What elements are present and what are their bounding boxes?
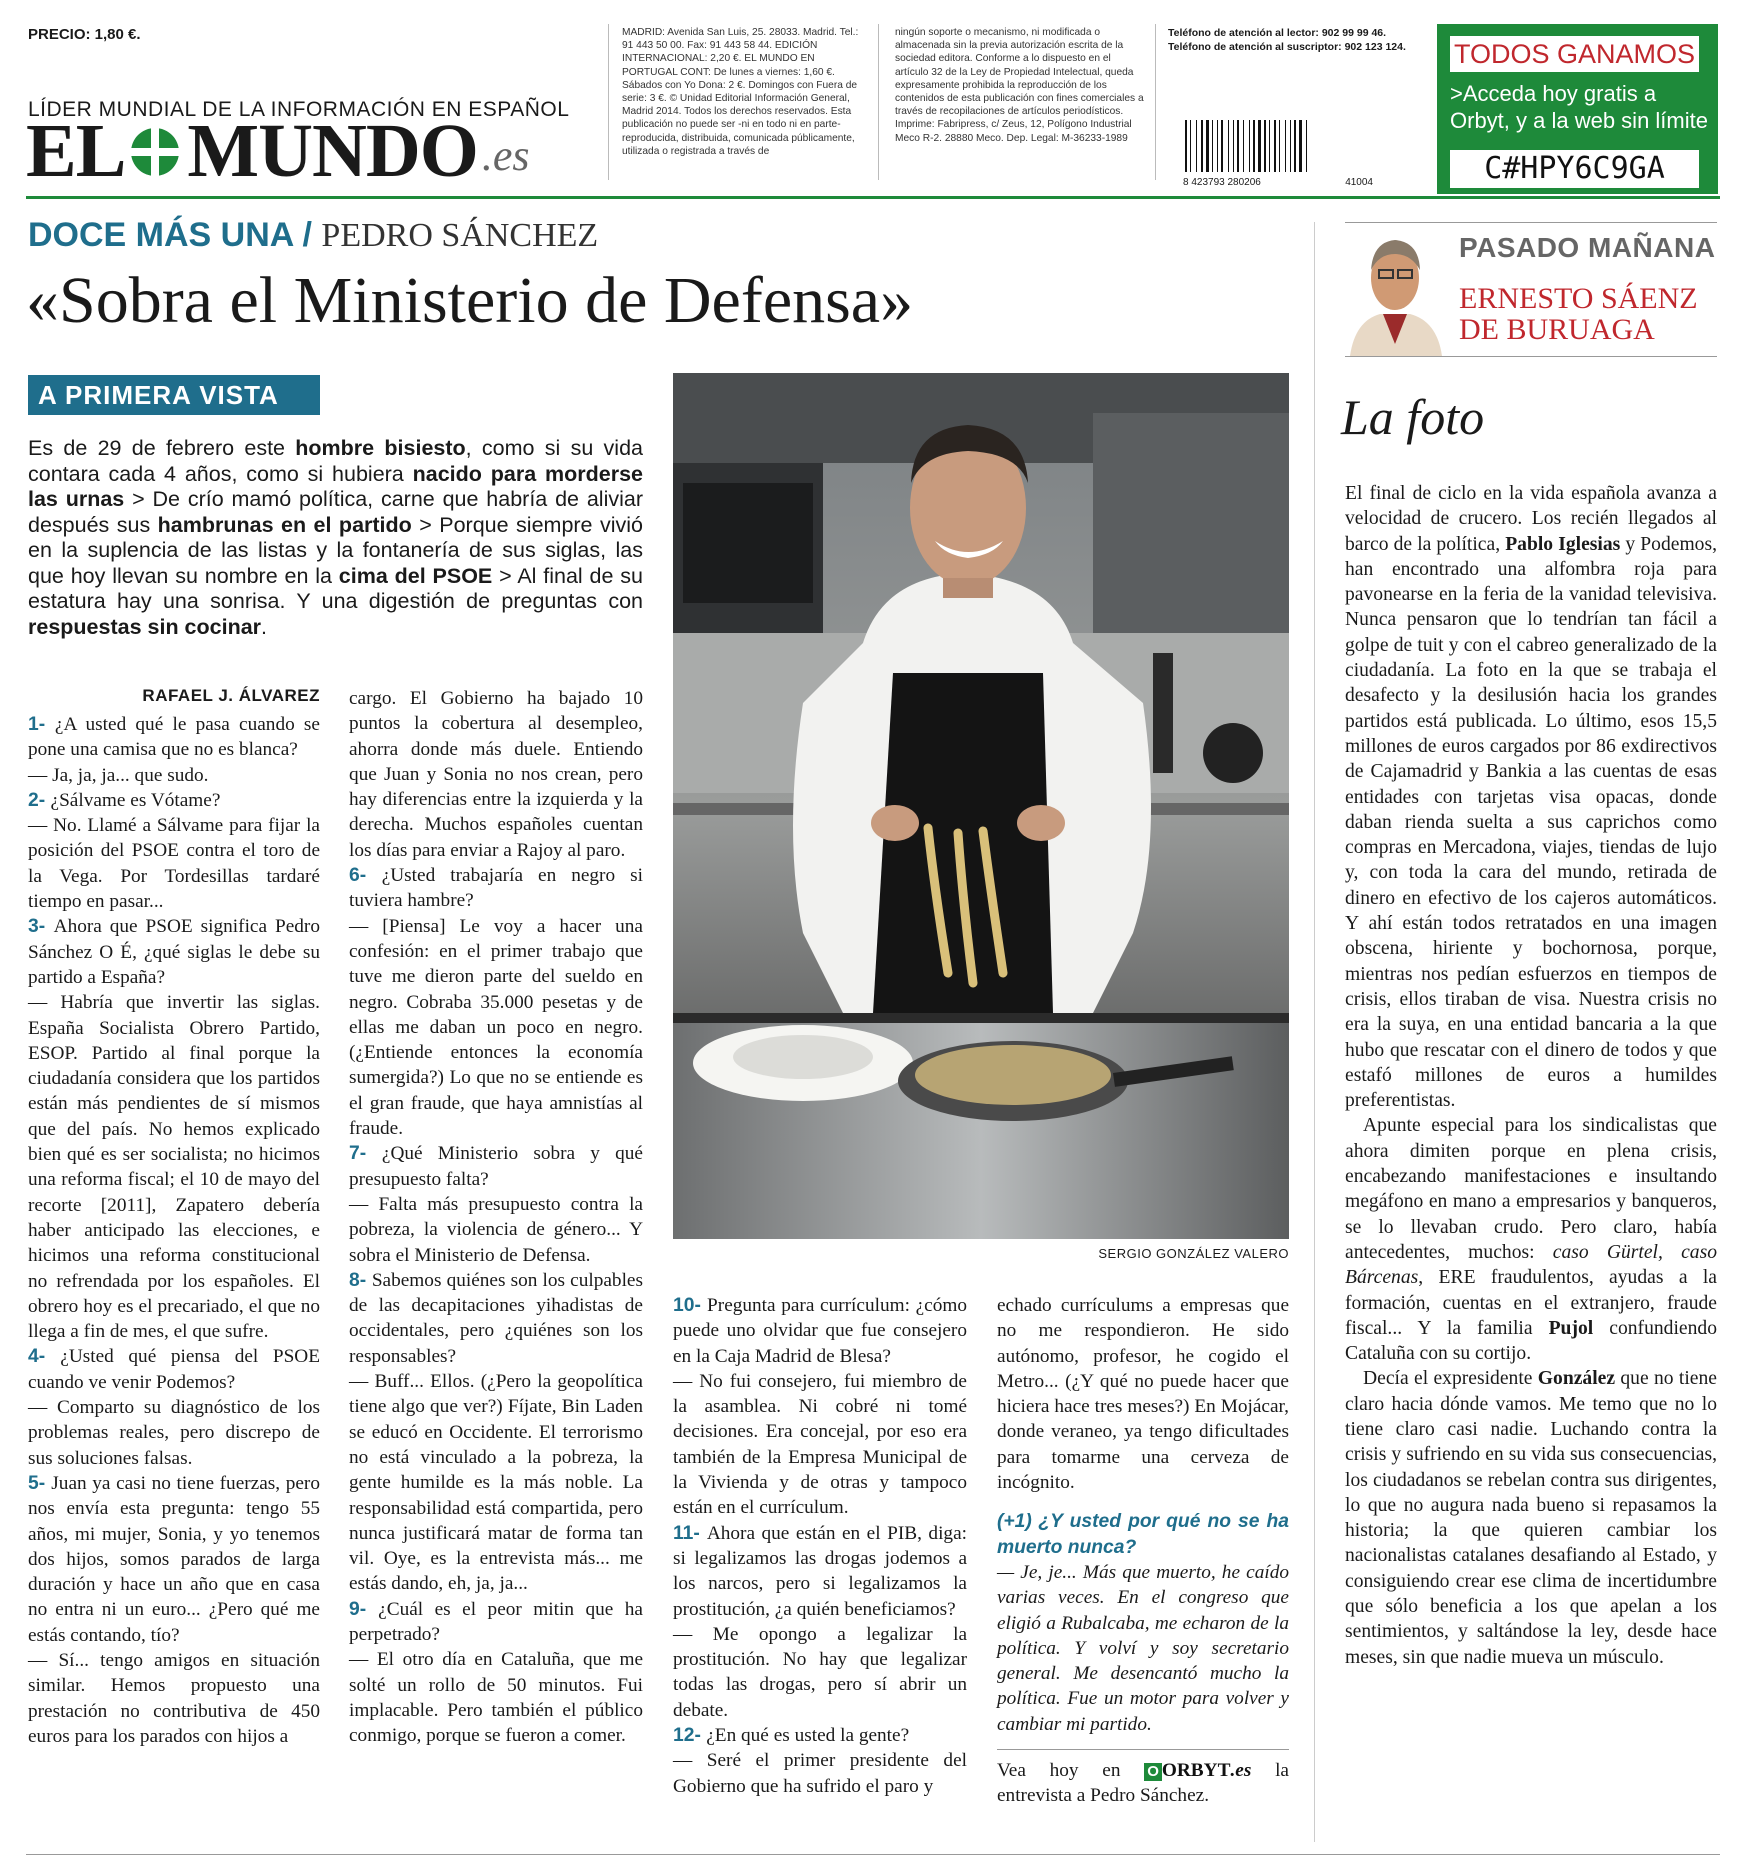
- question-number: 1-: [28, 714, 55, 735]
- bonus-question-text: ¿Y usted por qué no se ha muerto nunca?: [997, 1511, 1289, 1558]
- question-number: 7-: [349, 1143, 382, 1165]
- barcode-bar: [1217, 120, 1218, 172]
- answer: — Sí... tengo amigos en situación similar. Hemos propuesto una prestación no contributiva de 450 euros para los parados con hijos a: [28, 1649, 320, 1747]
- barcode-bar: [1221, 120, 1223, 172]
- barcode-bar: [1228, 120, 1229, 172]
- photo-illustration: [673, 373, 1289, 1239]
- globe-icon: [129, 126, 181, 178]
- sidebar-section: PASADO MAÑANA: [1459, 232, 1716, 263]
- answer: — Habría que invertir las siglas. España Socialista Obrero Partido, ESOP. Partido al final porque la ciudadanía considera que los partidos están más pendientes de sí mismos que del país. No hemos explicado bien qué es ser socialista; no hicimos una reforma fiscal; el 10 de mayo del recorte [2011], Zapatero debería haber anticipado las elecciones, e hicimos una reforma constitucional no refrendada por los españoles. El obrero hoy es el precariado, el que no llega a fin de mes, el que sufre.: [28, 992, 320, 1343]
- question: [349, 1597, 643, 1648]
- kicker-name: PEDRO SÁNCHEZ: [321, 217, 599, 254]
- phones: [1168, 26, 1428, 54]
- text-run: confundiendo Cataluña con su cortijo.: [1345, 1317, 1718, 1365]
- promo-text: >Acceda hoy gratis a Orbyt, y a la web sin límite: [1450, 81, 1708, 133]
- barcode-bar: [1249, 120, 1250, 172]
- question: [28, 712, 320, 763]
- masthead-rule: [26, 196, 1720, 199]
- text-run: > De crío mamó política, carne que habría de aliviar después sus: [28, 487, 643, 537]
- text-run: , ERE fraudulentos, ayudas a la formación, cuentas en el extranjero, fraude fiscal... Y la familia: [1345, 1267, 1717, 1339]
- kicker: [28, 216, 598, 255]
- interview-col2: [349, 686, 643, 1748]
- phone-reader: Teléfono de atención al lector: 902 99 99 46.: [1168, 27, 1387, 39]
- question: [349, 1141, 643, 1192]
- question: [28, 788, 320, 813]
- byline: RAFAEL J. ÁLVAREZ: [142, 686, 320, 705]
- divider: [1345, 222, 1717, 223]
- answer: — Falta más presupuesto contra la pobreza, la violencia de género... Y sobra el Ministerio de Defensa.: [349, 1193, 643, 1266]
- barcode-bar: [1233, 120, 1234, 172]
- column-title: La foto: [1341, 389, 1485, 445]
- question-number: 6-: [349, 865, 382, 887]
- answer: — No. Llamé a Sálvame para fijar la posición del PSOE contra el toro de la Vega. Por Tordesillas tardaré tiempo en pasar...: [28, 815, 320, 913]
- question-number: 5-: [28, 1472, 52, 1494]
- interview-col3: [673, 1293, 967, 1799]
- question-text: Ahora que PSOE significa Pedro Sánchez O É, ¿qué siglas le debe su partido a España?: [28, 916, 320, 988]
- column-paragraph: [1345, 1113, 1717, 1366]
- question-text: Sabemos quiénes son los culpables de las decapitaciones yihadistas de occidentales, pero ¿quiénes son los responsables?: [349, 1269, 643, 1367]
- promo-code: C#HPY6C9GA: [1450, 150, 1699, 188]
- question: [673, 1723, 967, 1748]
- answer: — No fui consejero, fui miembro de la asamblea. Ni cobré ni tomé decisiones. Era concejal, por eso era también de la Empresa Municipal de la Vivienda y de otras y tampoco están en el currículum.: [673, 1370, 967, 1519]
- question-text: ¿A usted qué le pasa cuando se pone una camisa que no es blanca?: [28, 714, 320, 761]
- question: [28, 914, 320, 990]
- answer-text: echado currículums a empresas que no me respondieron. He sido autónomo, profesor, he cogido el Metro... (¿Y qué no puede hacer que hiciera hace tres meses?) En Mojácar, donde veraneo, ya tengo dificultades para tomarme una cerveza de incógnito.: [997, 1295, 1289, 1494]
- barcode-bar: [1264, 120, 1266, 172]
- answer: — Comparto su diagnóstico de los problemas reales, pero discrepo de sus soluciones falsas.: [28, 1397, 320, 1469]
- barcode-code: 41004: [1345, 177, 1373, 188]
- barcode-bar: [1206, 120, 1209, 172]
- question: [673, 1521, 967, 1622]
- logo-suffix: .es: [481, 131, 530, 180]
- orbyt-cta[interactable]: [997, 1749, 1289, 1809]
- orbyt-pre: Vea hoy en: [997, 1760, 1121, 1782]
- question: [28, 1344, 320, 1395]
- text-run: > Al final de su estatura hay una sonrisa. Y una digestión de preguntas con: [28, 563, 643, 613]
- question-text: ¿Qué Ministerio sobra y qué presupuesto falta?: [349, 1143, 643, 1190]
- text-run: hambrunas en el partido: [157, 512, 412, 537]
- tagline: LÍDER MUNDIAL DE LA INFORMACIÓN EN ESPAÑOL: [28, 98, 570, 121]
- headline: «Sobra el Ministerio de Defensa»: [26, 264, 914, 337]
- text-run: Es de 29 de febrero este: [28, 436, 296, 460]
- el-mundo-logo[interactable]: [26, 109, 530, 193]
- question-number: 10-: [673, 1295, 708, 1316]
- barcode: [1183, 120, 1373, 186]
- barcode-bar: [1237, 120, 1239, 172]
- divider: [1314, 222, 1315, 1842]
- text-run: nacido para morderse las urnas: [28, 461, 644, 511]
- barcode-bar: [1290, 120, 1291, 172]
- divider: [608, 24, 609, 180]
- question-number: 3-: [28, 916, 54, 938]
- orbyt-logo-box: O: [1144, 1763, 1162, 1781]
- barcode-bar: [1190, 120, 1191, 172]
- sidebar-author: [1459, 283, 1719, 345]
- divider: [878, 24, 879, 180]
- promo-title: TODOS GANAMOS: [1450, 36, 1699, 72]
- photo-credit: SERGIO GONZÁLEZ VALERO: [1098, 1246, 1289, 1261]
- question-number: 11-: [673, 1522, 707, 1544]
- intro-text: [28, 436, 643, 640]
- imprint-col1: MADRID: Avenida San Luis, 25. 28033. Madrid. Tel.: 91 443 50 00. Fax: 91 443 58 44. EDICIÓN INTERNACIONAL: 2,20 €. EL MUNDO EN PORTUGAL CONT: De lunes a viernes: 1,60 €. Sábados con Yo Dona: 2 €. Domingos con Fuera de serie: 3 €. © Unidad Editorial Información General, Madrid 2014. Todos los derechos reservados. Esta publicación no puede ser -ni en todo ni en parte- reproducida, distribuida, comunicada públicamente, utilizada o registrada a través de: [622, 27, 859, 157]
- orbyt-suffix: .es: [1230, 1760, 1252, 1782]
- divider: [1345, 356, 1717, 357]
- orbyt-post: la entrevista a Pedro Sánchez.: [997, 1760, 1289, 1807]
- barcode-bar: [1185, 120, 1187, 172]
- answer: — El otro día en Cataluña, que me solté un rollo de 50 minutos. Fui implacable. Pero también el público conmigo, porque se fueron a comer.: [349, 1649, 643, 1747]
- question-number: 8-: [349, 1269, 372, 1291]
- question-text: ¿Usted trabajaría en negro si tuviera hambre?: [349, 865, 643, 912]
- interview-col1: [28, 712, 320, 1749]
- question: [349, 863, 643, 914]
- barcode-bar: [1269, 120, 1270, 172]
- text-run: González: [1537, 1368, 1616, 1390]
- question: [349, 1268, 643, 1369]
- barcode-bar: [1253, 120, 1255, 172]
- barcode-bar: [1299, 120, 1302, 172]
- barcode-bar: [1258, 120, 1261, 172]
- photo-pedro-sanchez-cooking: [673, 373, 1289, 1239]
- answer: cargo. El Gobierno ha bajado 10 puntos la cobertura al desempleo, ahorra donde más duele. Entiendo que Juan y Sonia no nos crean, pero hay diferencias entre la izquierda y la derecha. Muchos españoles cuentan los días para enviar a Rajoy al paro.: [349, 688, 643, 861]
- divider: [1155, 24, 1156, 180]
- orbyt-brand: ORBYT: [1161, 1760, 1231, 1782]
- column-paragraph: [1345, 481, 1717, 1113]
- text-run: .: [261, 614, 268, 639]
- column-body: [1345, 481, 1717, 1670]
- text-run: hombre bisiesto: [295, 436, 466, 460]
- question-text: ¿Cuál es el peor mitin que ha perpetrado?: [349, 1598, 643, 1645]
- question-number: 4-: [28, 1346, 61, 1368]
- question: [673, 1293, 967, 1369]
- text-run: caso Gürtel, caso Bárcenas: [1345, 1241, 1717, 1289]
- answer: — Seré el primer presidente del Gobierno que ha sufrido el paro y: [673, 1750, 967, 1797]
- text-run: , como si su vida contara cada 4 años, como si hubiera: [28, 436, 643, 486]
- question-number: 12-: [673, 1725, 707, 1747]
- imprint-col2: ningún soporte o mecanismo, ni modificada o almacenada sin la previa autorización escrita de la sociedad editora. Conforme a lo dispuesto en el artículo 32 de la Ley de Propiedad Intelectual, queda expresamente prohibida la reproducción de los contenidos de esta publicación con fines comerciales a través de recopilaciones de artículos periodísticos. Imprime: Fabripress, c/ Zeus, 12, Polígono Industrial Meco R-2. 28880 Meco. Dep. Legal: M-36233-1989: [895, 27, 1144, 144]
- answer: — Ja, ja, ja... que sudo.: [28, 764, 209, 786]
- interview-col4: [997, 1293, 1289, 1809]
- answer: — Buff... Ellos. (¿Pero la geopolítica tiene algo que ver?) Fíjate, Bin Laden se educó en Occidente. El terrorismo no está vinculado a la pobreza, la gente humilde es la más noble. La responsabilidad está compartida, pero nunca justificará matar de forma tan vil. Oye, es la entrevista más... me estás dando, eh, ja, ja...: [349, 1371, 643, 1595]
- text-run: Decía el expresidente: [1363, 1368, 1538, 1390]
- author-portrait-illustration: [1345, 226, 1445, 356]
- orbyt-promo[interactable]: [1437, 24, 1718, 194]
- price: PRECIO: 1,80 €.: [28, 26, 141, 43]
- barcode-bar: [1196, 120, 1197, 172]
- bonus-number: (+1): [997, 1511, 1032, 1533]
- text-run: que no tiene claro hacia dónde vamos. Me temo que no lo tiene claro casi nadie. Luchando contra la crisis y sufriendo en su vida sus consecuencias, los ciudadanos se rebelan contra sus dirigentes, lo que no augura nada bueno si repasamos la historia; la que quieren cambiar los nacionalistas catalanes desafiando al Estado, y consiguiendo crear ese clima de incertidumbre que sólo beneficia a los que apelan a los sentimientos, y saltándose la ley, desde hace meses, sin que nadie mueva un músculo.: [1345, 1368, 1717, 1668]
- question-text: Pregunta para currículum: ¿cómo puede uno olvidar que fue consejero en la Caja Madrid de Blesa?: [673, 1295, 967, 1367]
- text-run: respuestas sin cocinar: [28, 614, 262, 639]
- barcode-bar: [1243, 120, 1244, 172]
- barcode-bar: [1212, 120, 1213, 172]
- text-run: Apunte especial para los sindicalistas que ahora dimiten porque en plena crisis, encabezando manifestaciones e insultando megáfono en mano a empresarios y banqueros, se lo llevaban crudo. Pero claro, había antecedentes, muchos:: [1345, 1115, 1717, 1263]
- text-run: > Porque siempre vivió en la suplencia de las listas y la fontanería de sus siglas, las que hoy llevan su nombre en la: [28, 512, 643, 588]
- author-line1: ERNESTO SÁENZ: [1459, 282, 1698, 315]
- text-run: y Podemos, han encontrado una alfombra roja para pavonearse en la feria de la vanidad televisiva. Nunca pensaron que lo tendrían tan fácil a golpe de tuit y con el cabreo generalizado de la ciudadanía. La foto en la que se trabaja el desafecto y la desilusión hacia los grandes partidos está publicada. Lo último, esos 15,5 millones de euros cargados por 86 exdirectivos de Cajamadrid y Bankia a las cuentas de esas entidades con tarjetas visa opacas, donde daban rienda suelta a sus caprichos como compras en Mercadona, viajes, tiendas de lujo y, con toda la cara del mundo, retirada de dinero en efectivo de los cajeros automáticos. Y ahí están todos retratados en una imagen obscena, hiriente y bochornosa, porque, mientras nos pedían esfuerzos en tiempos de crisis, ellos tiraban de visa. Nuestra crisis no era la suya, en una entidad bancaria a la que hubo que rescatar con el dinero de todos y que estafó millones de euros a humildes preferentistas.: [1345, 533, 1718, 1112]
- question-text: ¿Usted qué piensa del PSOE cuando ve venir Podemos?: [28, 1346, 320, 1393]
- question-text: ¿Sálvame es Vótame?: [50, 789, 221, 811]
- barcode-bar: [1274, 120, 1276, 172]
- phone-subscriber: Teléfono de atención al suscriptor: 902 123 124.: [1168, 41, 1406, 53]
- logo-text-el: EL: [26, 109, 126, 193]
- barcode-bar: [1201, 120, 1203, 172]
- author-line2: DE BURUAGA: [1459, 313, 1655, 346]
- question: [28, 1471, 320, 1648]
- question-number: 9-: [349, 1598, 379, 1620]
- question-text: Ahora que están en el PIB, diga: si legalizamos las drogas jodemos a los narcos, pero si legalizamos la prostitución, ¿a quién beneficiamos?: [673, 1522, 967, 1620]
- page-bottom-rule: [26, 1854, 1720, 1855]
- kicker-separator: /: [293, 216, 322, 254]
- kicker-section: DOCE MÁS UNA: [28, 216, 294, 254]
- logo-text-mundo: MUNDO: [187, 109, 478, 193]
- barcode-bar: [1279, 120, 1280, 172]
- barcode-numbers: 8 423793 280206: [1183, 177, 1261, 188]
- bonus-answer: — Je, je... Más que muerto, he caído varias veces. En el congreso que eligió a Rubalcaba, me echaron de la política. Y volví y soy secretario general. Me desencantó mucho la política. Fue un motor para volver y cambiar mi partido.: [997, 1561, 1289, 1735]
- text-run: Pablo Iglesias: [1505, 533, 1621, 555]
- bonus-question: [997, 1509, 1289, 1560]
- question-text: ¿En qué es usted la gente?: [706, 1725, 910, 1747]
- column-paragraph: [1345, 1366, 1717, 1670]
- barcode-bars: [1183, 120, 1373, 172]
- barcode-bar: [1306, 120, 1307, 172]
- answer: — Me opongo a legalizar la prostitución. No hay que legalizar todas las drogas, pero sí abrir un debate.: [673, 1623, 967, 1721]
- barcode-bar: [1285, 120, 1286, 172]
- author-portrait: [1345, 226, 1445, 356]
- question-number: 2-: [28, 789, 51, 811]
- text-run: El final de ciclo en la vida española avanza a velocidad de crucero. Los recién llegados al barco de la política,: [1345, 483, 1717, 555]
- barcode-bar: [1294, 120, 1296, 172]
- section-label: A PRIMERA VISTA: [28, 375, 320, 415]
- question-text: Juan ya casi no tiene fuerzas, pero nos envía esta pregunta: tengo 55 años, mi mujer, Sonia, y yo tenemos dos hijos, somos parados de larga duración y hace un año que en casa no entra ni un euro... ¿Pero qué me estás contando, tío?: [28, 1472, 320, 1646]
- text-run: cima del PSOE: [338, 563, 493, 588]
- answer: — [Piensa] Le voy a hacer una confesión: en el primer trabajo que tuve me dieron parte del sueldo en negro. Cobraba 35.000 pesetas y de ellas me daban un poco en negro. (¿Entiende entonces la economía sumergida?) Lo que no se entiende es el gran fraude, que haya amnistías al fraude.: [349, 915, 643, 1140]
- text-run: Pujol: [1548, 1317, 1594, 1339]
